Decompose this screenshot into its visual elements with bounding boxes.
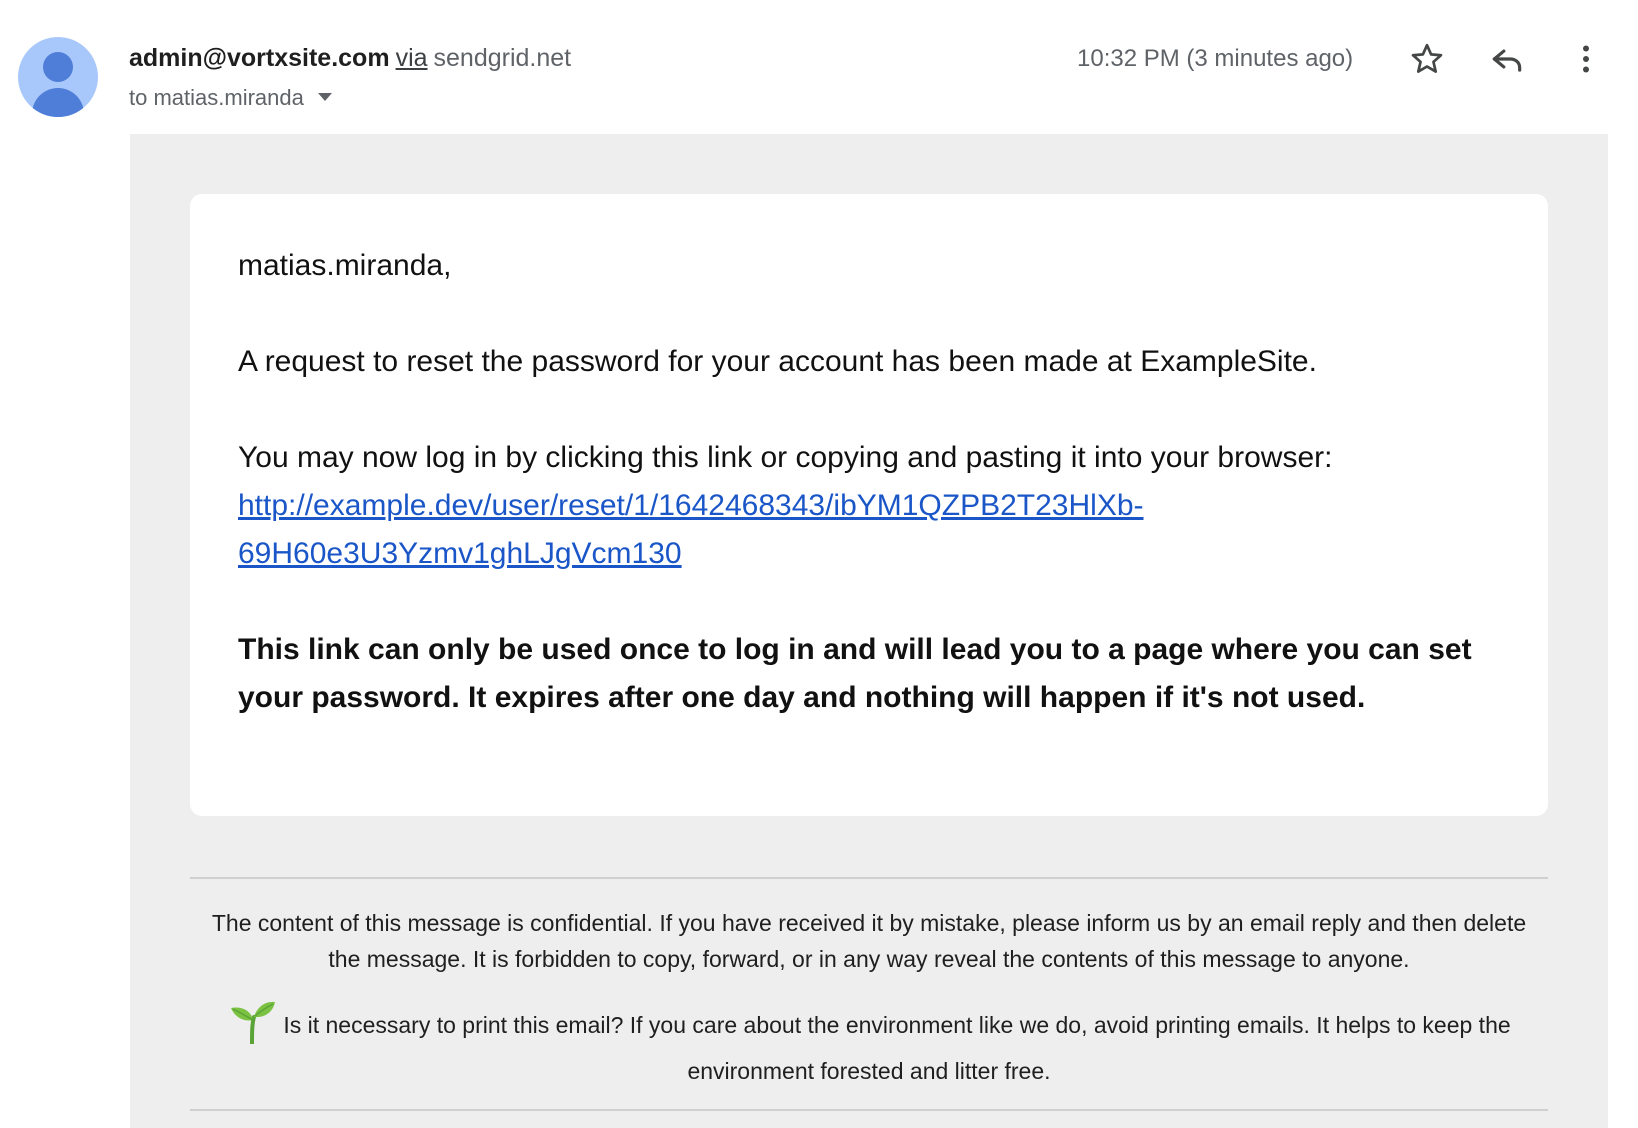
login-paragraph — [238, 434, 1518, 578]
divider — [190, 1109, 1548, 1111]
more-options-button[interactable] — [1564, 37, 1608, 81]
greeting: matias.miranda, — [238, 249, 452, 282]
sender-email[interactable]: admin@vortxsite.com — [129, 44, 390, 72]
avatar-head — [43, 52, 73, 82]
star-icon — [1409, 41, 1445, 77]
sender-line — [129, 42, 571, 74]
message-card — [190, 194, 1548, 816]
star-button[interactable] — [1405, 37, 1449, 81]
message-content — [238, 242, 1518, 722]
via-domain: sendgrid.net — [433, 44, 572, 72]
expiry-notice: This link can only be used once to log in and will lead you to a page where you can set your password. It expires after one day and nothing will happen if it's not used. — [238, 633, 1472, 714]
request-paragraph: A request to reset the password for your account has been made at ExampleSite. — [238, 345, 1317, 378]
confidentiality-notice: The content of this message is confidential. If you have received it by mistake, please inform us by an email reply and then delete the message. It is forbidden to copy, forward, or in any way reveal the contents of this message to anyone. — [211, 910, 1527, 972]
reply-icon — [1488, 40, 1526, 78]
timestamp: 10:32 PM (3 minutes ago) — [1077, 45, 1354, 72]
recipient-label: to matias.miranda — [129, 85, 304, 110]
chevron-down-icon[interactable] — [318, 93, 332, 101]
eco-message: Is it necessary to print this email? If you care about the environment like we do, avoid printing emails. It helps to keep the environment forested and litter free. — [283, 1012, 1511, 1084]
reset-link[interactable]: http://example.dev/user/reset/1/1642468343/ibYM1QZPB2T23HlXb-69H60e3U3Yzmv1ghLJgVcm130 — [238, 489, 1144, 570]
sprout-icon — [227, 998, 277, 1044]
login-instructions: You may now log in by clicking this link or copying and pasting it into your browser: — [238, 441, 1333, 474]
more-vertical-icon — [1568, 41, 1604, 77]
eco-notice — [196, 1004, 1542, 1092]
reply-button[interactable] — [1485, 37, 1529, 81]
via-link[interactable]: via — [395, 44, 428, 72]
recipient-details-toggle[interactable] — [129, 84, 332, 112]
divider — [190, 877, 1548, 879]
person-avatar-icon[interactable] — [18, 37, 98, 117]
avatar-body — [32, 88, 84, 117]
